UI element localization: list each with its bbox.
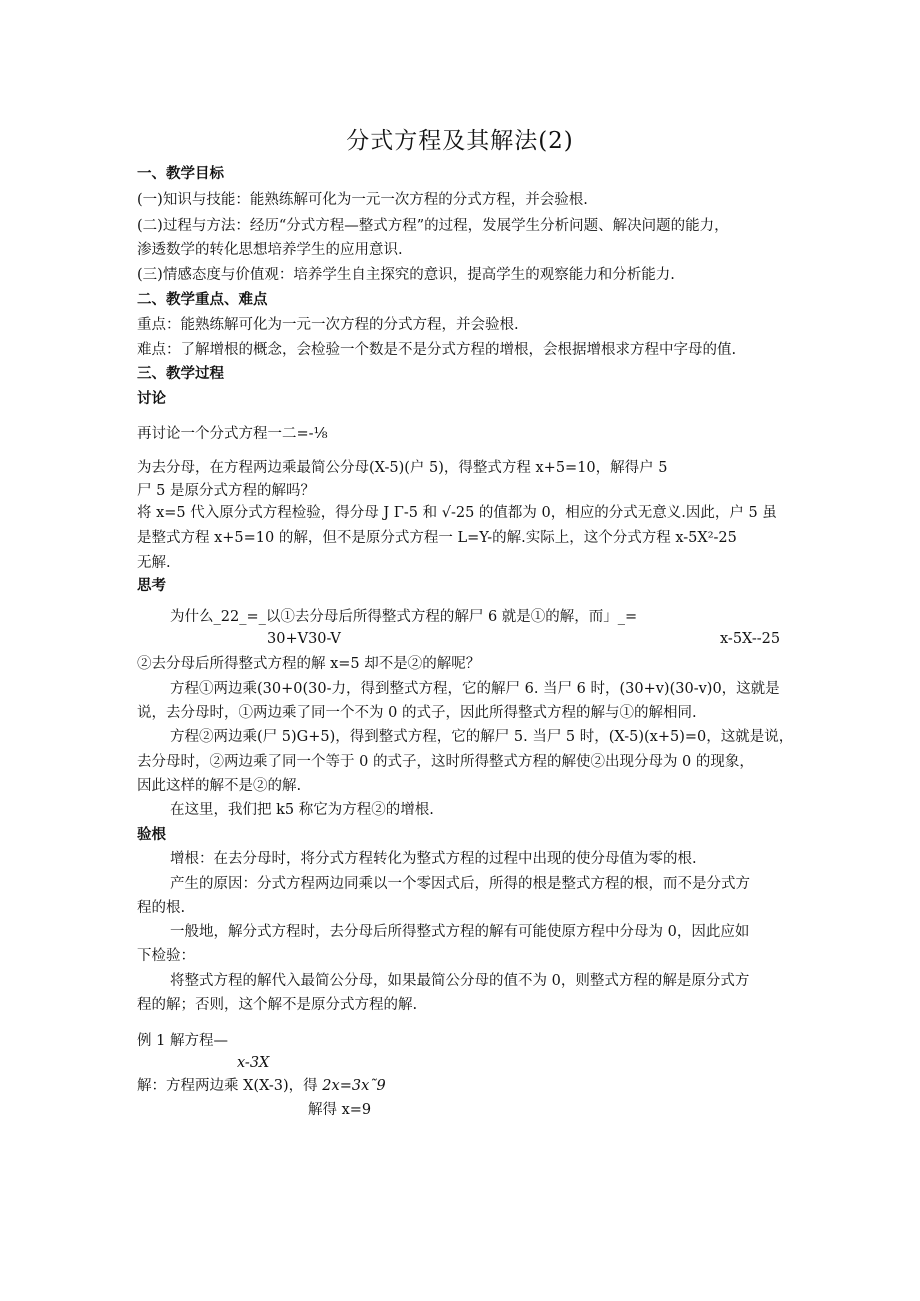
section-heading-goals: 一、教学目标 (137, 166, 224, 182)
check-line-1: 增根：在去分母时，将分式方程转化为整式方程的过程中出现的使分母值为零的根. (170, 851, 697, 867)
think-line-2-left: 30+V30-V (267, 631, 341, 647)
think-line-4a: 方程①两边乘(30+0(30-力，得到整式方程，它的解尸 6. 当尸 6 时，(30+v)(30-v)0，这就是 (170, 681, 780, 697)
think-line-1: 为什么_22_=_以①去分母后所得整式方程的解尸 6 就是①的解，而」_= (170, 609, 638, 625)
think-line-6: 在这里，我们把 k5 称它为方程②的增根. (170, 802, 434, 818)
goal-1: (一)知识与技能：能熟练解可化为一元一次方程的分式方程，并会验根. (137, 192, 588, 208)
subheading-discuss: 讨论 (137, 391, 166, 407)
section-heading-process: 三、教学过程 (137, 366, 224, 382)
check-line-4b: 程的解；否则，这个解不是原分式方程的解. (137, 997, 418, 1013)
example-1-solution-equation: 2x=3x˜9 (322, 1078, 386, 1094)
goal-2-line-1: (二)过程与方法：经历“分式方程—整式方程”的过程，发展学生分析问题、解决问题的能力， (137, 218, 729, 234)
think-line-5a: 方程②两边乘(尸 5)G+5)，得到整式方程，它的解尸 5. 当尸 5 时，(X-5)(x+5)=0，这就是说， (170, 729, 794, 745)
goal-2-line-2: 渗透数学的转化思想培养学生的应用意识. (137, 242, 403, 258)
subheading-think: 思考 (137, 578, 166, 594)
check-line-2b: 程的根. (137, 900, 186, 916)
discuss-line-5: 是整式方程 x+5=10 的解，但不是原分式方程一 L=Y-的解.实际上，这个分式方程 x-5X²-25 (137, 530, 737, 546)
check-line-2a: 产生的原因：分式方程两边同乘以一个零因式后，所得的根是整式方程的根，而不是分式方 (170, 876, 750, 892)
check-line-4a: 将整式方程的解代入最简公分母，如果最简公分母的值不为 0，则整式方程的解是原分式方 (170, 973, 750, 989)
think-line-4b: 说，去分母时，①两边乘了同一个不为 0 的式子，因此所得整式方程的解与①的解相同. (137, 705, 697, 721)
check-line-3b: 下检验： (137, 948, 195, 964)
example-1-title: 例 1 解方程— (137, 1033, 228, 1049)
goal-3: (三)情感态度与价值观：培养学生自主探究的意识，提高学生的观察能力和分析能力. (137, 267, 675, 283)
example-1-solution (137, 1076, 386, 1096)
key-point-2: 难点：了解增根的概念，会检验一个数是不是分式方程的增根，会根据增根求方程中字母的值. (137, 342, 737, 358)
example-1-denominator: x-3X (237, 1055, 270, 1071)
document-title: 分式方程及其解法(2) (346, 128, 574, 154)
example-1-solution-text: 解：方程两边乘 X(X-3)，得 (137, 1078, 323, 1094)
discuss-line-4: 将 x=5 代入原分式方程检验，得分母 J Γ-5 和 √-25 的值都为 0，相应的分式无意义.因此，户 5 虽 (137, 505, 777, 521)
think-line-2-right: x-5X--25 (720, 631, 781, 647)
subheading-check-root: 验根 (137, 827, 166, 843)
discuss-line-2: 为去分母，在方程两边乘最简公分母(X-5)(户 5)，得整式方程 x+5=10，解得户 5 (137, 460, 668, 476)
discuss-line-6: 无解. (137, 555, 171, 571)
discuss-line-1: 再讨论一个分式方程一二=-⅛ (137, 426, 328, 442)
section-heading-key-points: 二、教学重点、难点 (137, 292, 268, 308)
think-line-3: ②去分母后所得整式方程的解 x=5 却不是②的解呢？ (137, 656, 481, 672)
think-line-5c: 因此这样的解不是②的解. (137, 778, 302, 794)
check-line-3a: 一般地，解分式方程时，去分母后所得整式方程的解有可能使原方程中分母为 0，因此应如 (170, 924, 750, 940)
discuss-line-3: 尸 5 是原分式方程的解吗？ (137, 483, 315, 499)
think-line-5b: 去分母时，②两边乘了同一个等于 0 的式子，这时所得整式方程的解使②出现分母为 0 的现象， (137, 754, 754, 770)
example-1-result: 解得 x=9 (308, 1102, 372, 1118)
key-point-1: 重点：能熟练解可化为一元一次方程的分式方程，并会验根. (137, 317, 519, 333)
